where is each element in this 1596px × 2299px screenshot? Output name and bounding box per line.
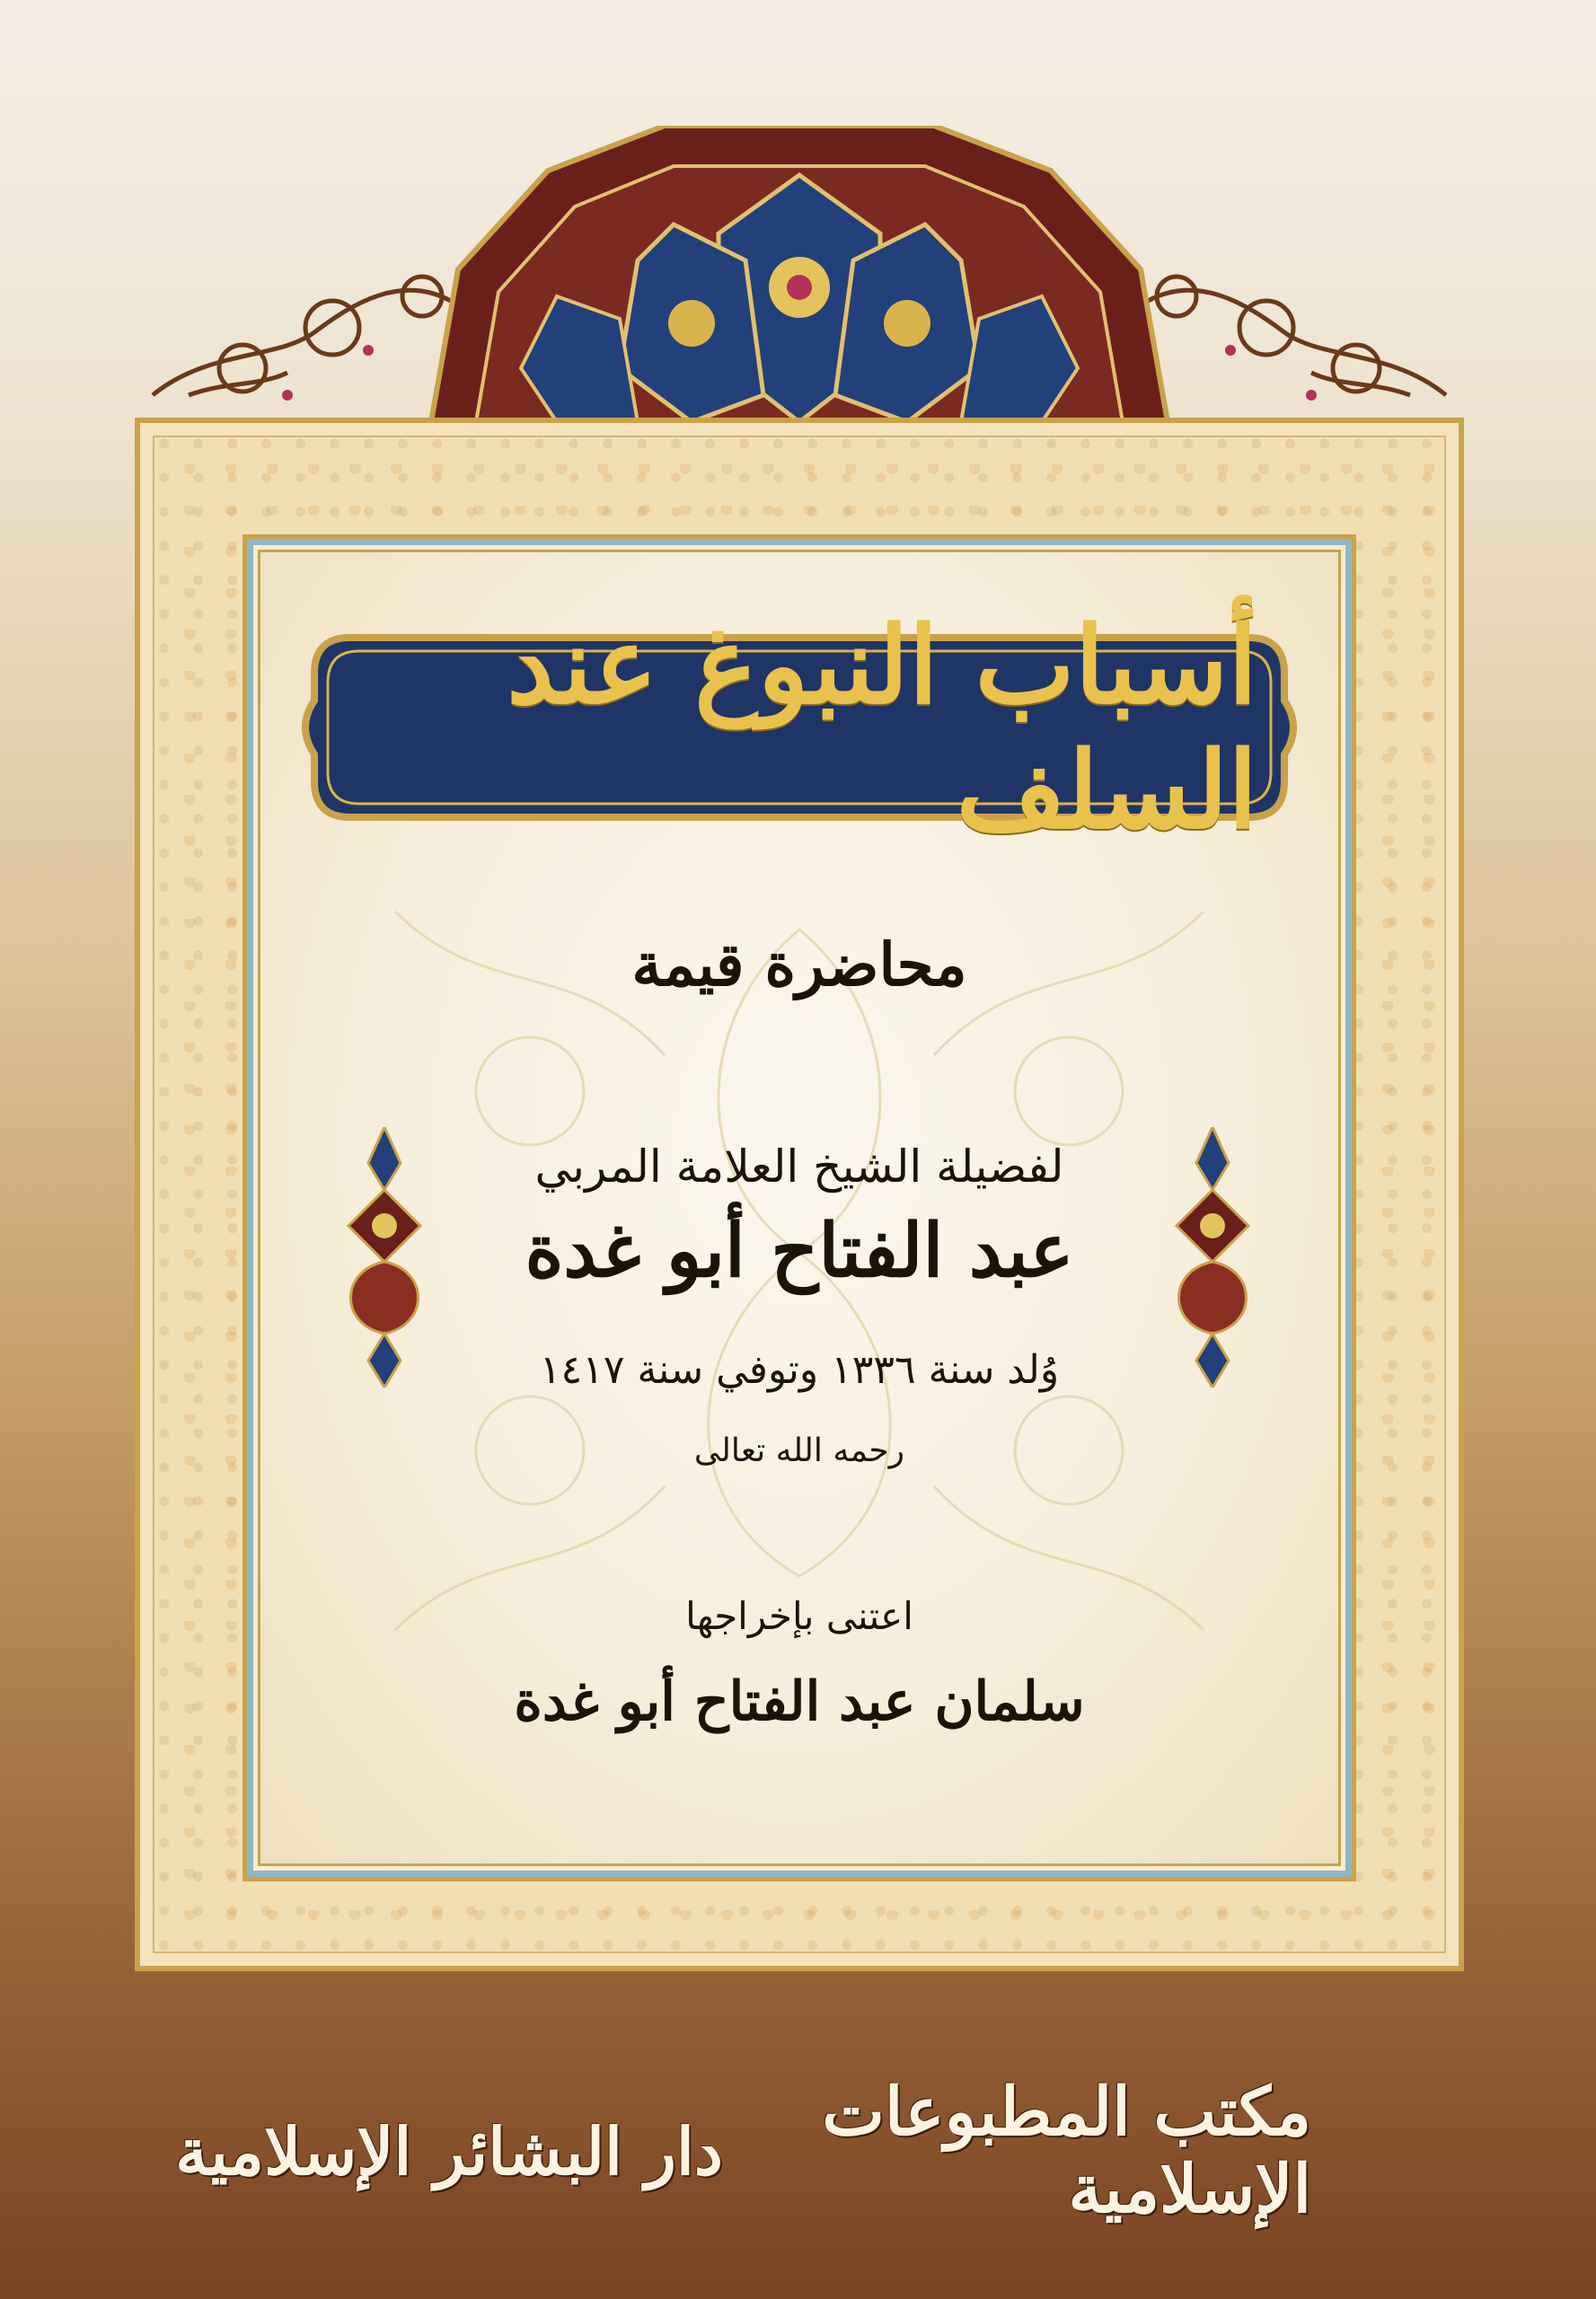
author-honorific: لفضيلة الشيخ العلامة المربي	[534, 1141, 1064, 1193]
publisher-dar-al-bashaer: دار البشائر الإسلامية	[175, 2112, 723, 2189]
editor-name: سلمان عبد الفتاح أبو غدة	[514, 1670, 1085, 1733]
author-name: عبد الفتاح أبو غدة	[525, 1208, 1074, 1294]
author-dates: وُلد سنة ١٣٣٦ وتوفي سنة ١٤١٧	[539, 1347, 1060, 1393]
right-scroll-ornament	[1141, 277, 1446, 401]
subtitle: محاضرة قيمة	[631, 929, 967, 1000]
top-ornament	[135, 126, 1464, 422]
book-title: أسباب النبوغ عند السلف	[507, 603, 1257, 852]
editor-label: اعتنى بإخراجها	[685, 1594, 913, 1638]
left-scroll-ornament	[153, 277, 458, 401]
blessing-text: رحمه الله تعالى	[693, 1432, 905, 1469]
left-side-ornament	[331, 1127, 438, 1387]
dome-medallion	[431, 126, 1168, 422]
publisher-maktab-al-matbouat: مكتب المطبوعات الإسلامية	[822, 2074, 1311, 2228]
right-side-ornament	[1159, 1127, 1266, 1387]
